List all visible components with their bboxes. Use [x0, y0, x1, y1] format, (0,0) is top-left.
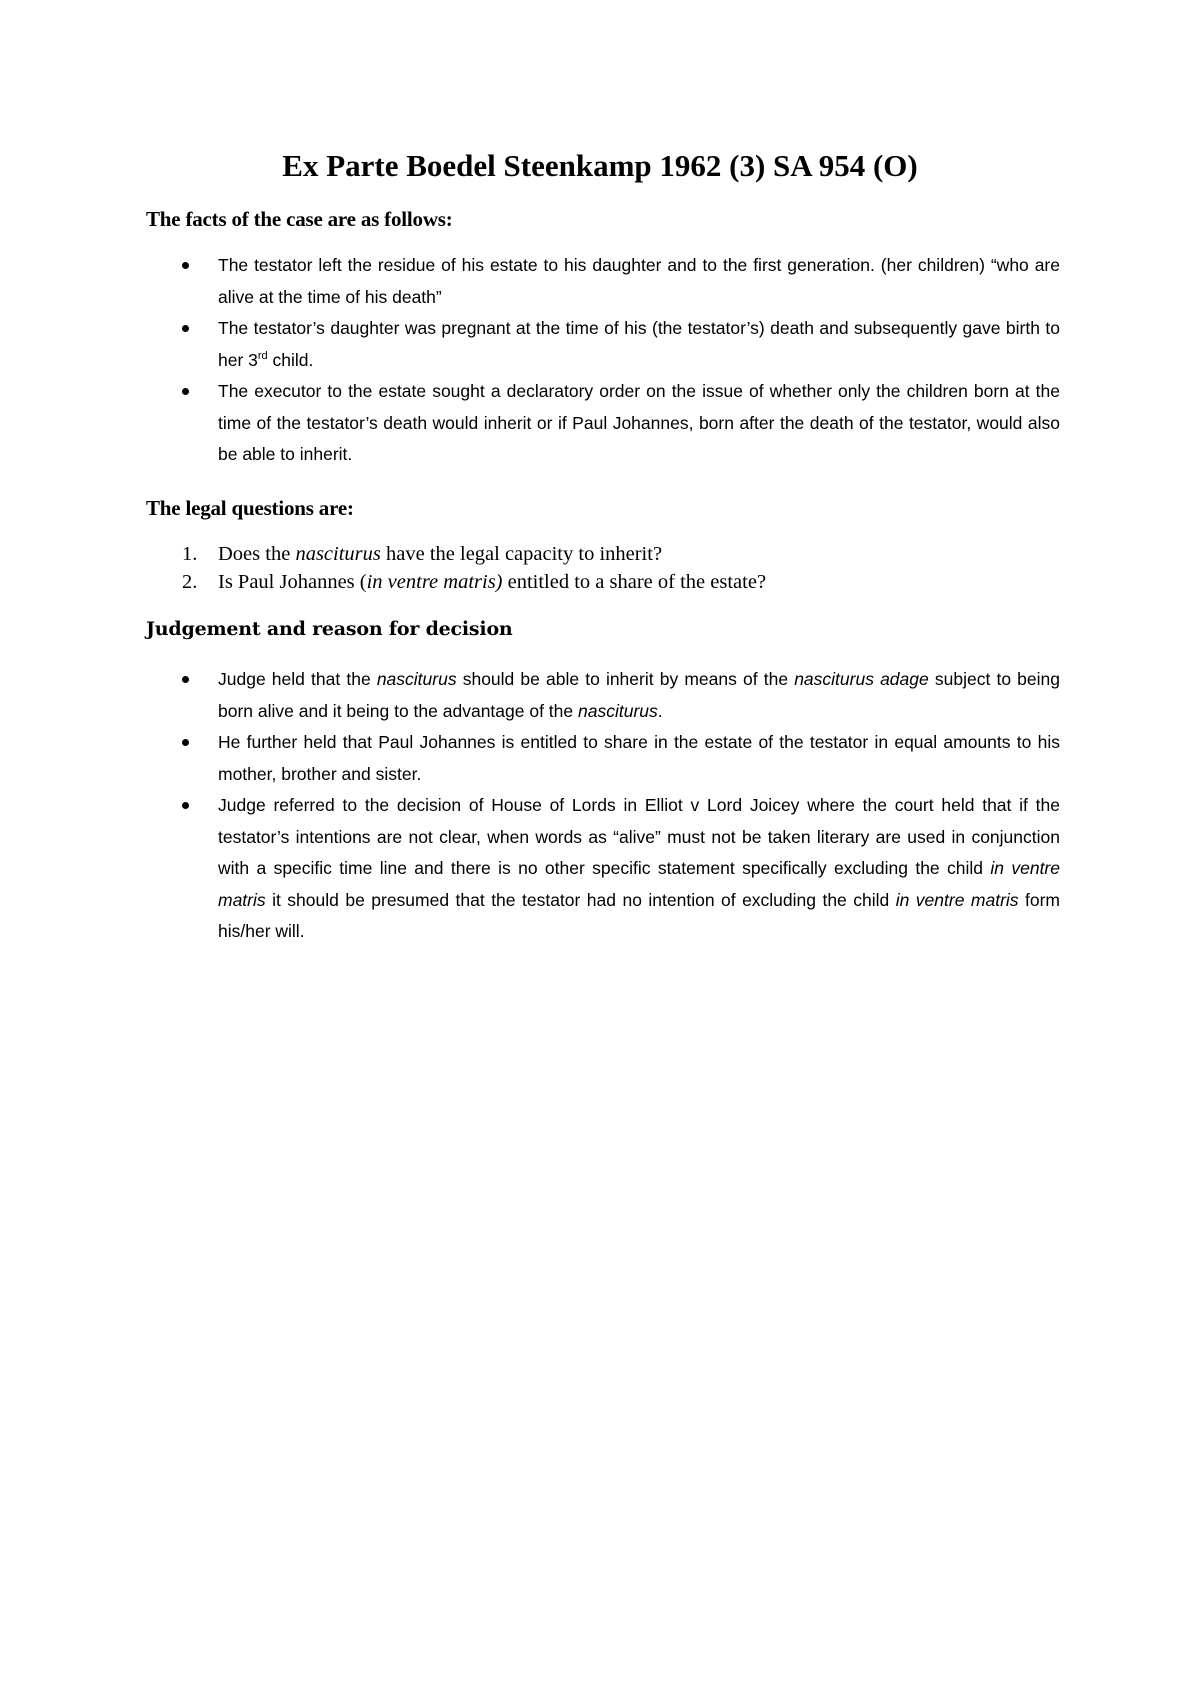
judgement-text: Judge referred to the decision of House of Lords in Elliot v Lord Joicey where the court held that if the testator’s intentions are not clear, when words as “alive” must not be taken literary are used in conjunction with a specific time line and there is no other specific statement specifically excluding the child	[218, 795, 1060, 878]
ordinal-suffix: rd	[257, 349, 268, 362]
judgement-italic: nasciturus	[578, 700, 658, 721]
bullet-icon	[182, 262, 189, 269]
bullet-icon	[182, 325, 189, 332]
list-item	[146, 313, 1060, 376]
list-item	[146, 727, 1060, 790]
judgement-italic: nasciturus adage	[794, 669, 929, 689]
judgement-italic: nasciturus	[376, 669, 457, 689]
question-italic: nasciturus	[295, 543, 381, 565]
fact-text: The testator left the residue of his estate to his daughter and to the first generation. (her children) “who are alive at the time of his death”	[218, 255, 1060, 307]
judgement-heading: Judgement and reason for decision	[146, 618, 513, 640]
bullet-icon	[182, 676, 189, 683]
bullet-icon	[182, 388, 189, 395]
list-item	[146, 664, 1060, 727]
judgement-text: it should be presumed that the testator had no intention of excluding the child	[265, 889, 896, 910]
document-title: Ex Parte Boedel Steenkamp 1962 (3) SA 954 (O)	[282, 148, 918, 183]
judgement-text: subject to being born alive and it being to the advantage of the	[218, 669, 1060, 721]
judgement-italic: in ventre matris	[895, 889, 1019, 910]
item-number: 1.	[182, 543, 198, 565]
list-item	[146, 250, 1060, 313]
judgement-text: form his/her will.	[218, 889, 1061, 941]
list-item	[146, 790, 1060, 948]
fact-text: The testator’s daughter was pregnant at the time of his (the testator’s) death and subsequently gave birth to her 3	[218, 318, 1060, 370]
question-text: Is Paul Johannes (	[218, 571, 367, 593]
item-number: 2.	[182, 571, 198, 593]
question-text: entitled to a share of the estate?	[502, 571, 767, 593]
list-item	[146, 540, 1060, 568]
bullet-icon	[182, 739, 189, 746]
bullet-icon	[182, 802, 189, 809]
list-item	[146, 568, 1060, 596]
question-italic: in ventre matris)	[366, 571, 503, 593]
facts-list	[146, 250, 1060, 471]
judgement-text: .	[657, 700, 663, 721]
list-item	[146, 376, 1060, 471]
judgement-list	[146, 664, 1060, 948]
facts-heading: The facts of the case are as follows:	[146, 207, 453, 231]
judgement-text: Judge held that the	[218, 669, 377, 689]
legal-questions-list	[146, 540, 1060, 596]
judgement-text: should be able to inherit by means of the	[456, 669, 795, 689]
judgement-text: He further held that Paul Johannes is entitled to share in the estate of the testator in equal amounts to his mother, brother and sister.	[218, 732, 1060, 784]
question-text: have the legal capacity to inherit?	[380, 543, 663, 565]
fact-text-end: child.	[267, 349, 314, 370]
fact-text: The executor to the estate sought a declaratory order on the issue of whether only the children born at the time of the testator’s death would inherit or if Paul Johannes, born after the death of the testator, would also be able to inherit.	[218, 381, 1060, 464]
legal-questions-heading: The legal questions are:	[146, 496, 354, 520]
question-text: Does the	[218, 543, 296, 565]
judgement-italic: in ventre matris	[218, 858, 1060, 910]
